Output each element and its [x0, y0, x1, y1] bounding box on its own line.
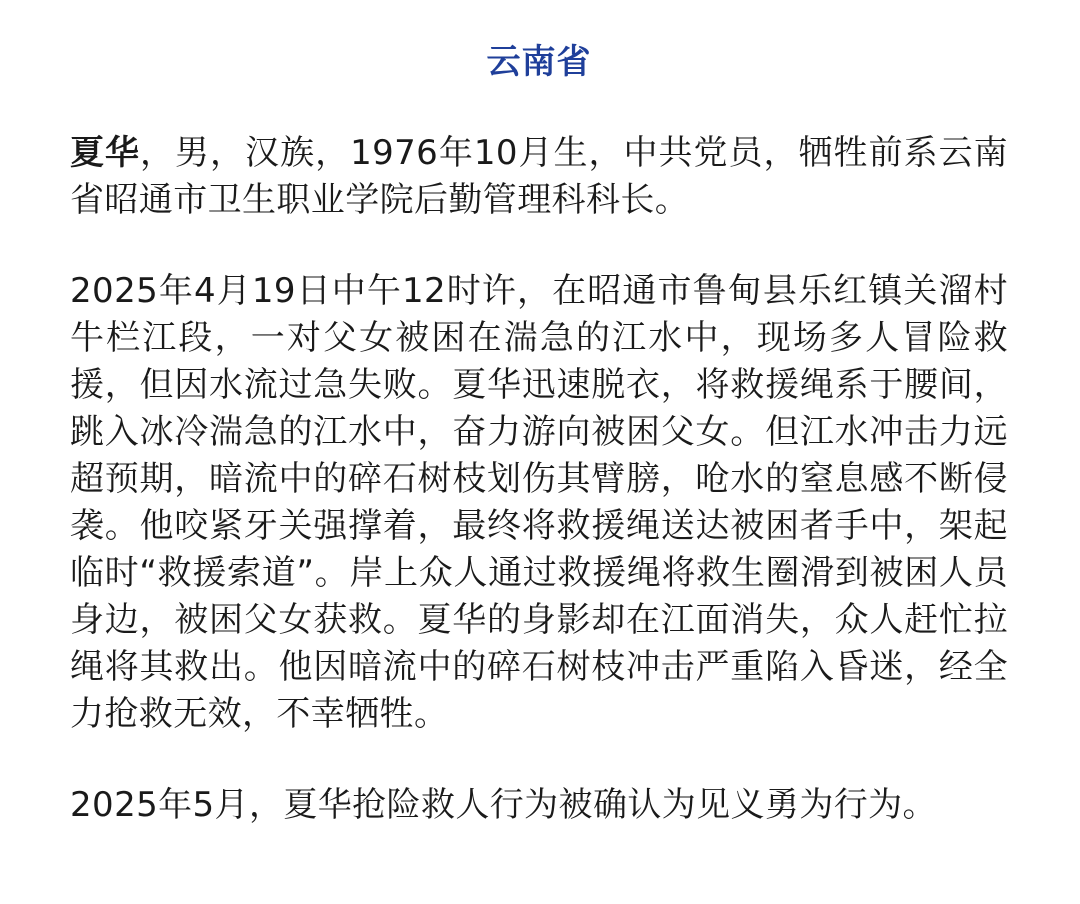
person-name: 夏华: [70, 133, 141, 173]
recognition-paragraph: 2025年5月，夏华抢险救人行为被确认为见义勇为行为。: [70, 785, 937, 825]
intro-paragraph: [70, 130, 1008, 224]
intro-text: ，男，汉族，1976年10月生，中共党员，牺牲前系云南省昭通市卫生职业学院后勤管理科科长。: [70, 133, 1008, 220]
province-title: 云南省: [486, 42, 592, 82]
rescue-paragraph: 2025年4月19日中午12时许，在昭通市鲁甸县乐红镇关溜村牛栏江段，一对父女被困在湍急的江水中，现场多人冒险救援，但因水流过急失败。夏华迅速脱衣，将救援绳系于腰间，跳入冰冷湍急的江水中，奋力游向被困父女。但江水冲击力远超预期，暗流中的碎石树枝划伤其臂膀，呛水的窒息感不断侵袭。他咬紧牙关强撑着，最终将救援绳送达被困者手中，架起临时“救援索道”。岸上众人通过救援绳将救生圈滑到被困人员身边，被困父女获救。夏华的身影却在江面消失，众人赶忙拉绳将其救出。他因暗流中的碎石树枝冲击严重陷入昏迷，经全力抢救无效，不幸牺牲。: [70, 271, 1008, 734]
